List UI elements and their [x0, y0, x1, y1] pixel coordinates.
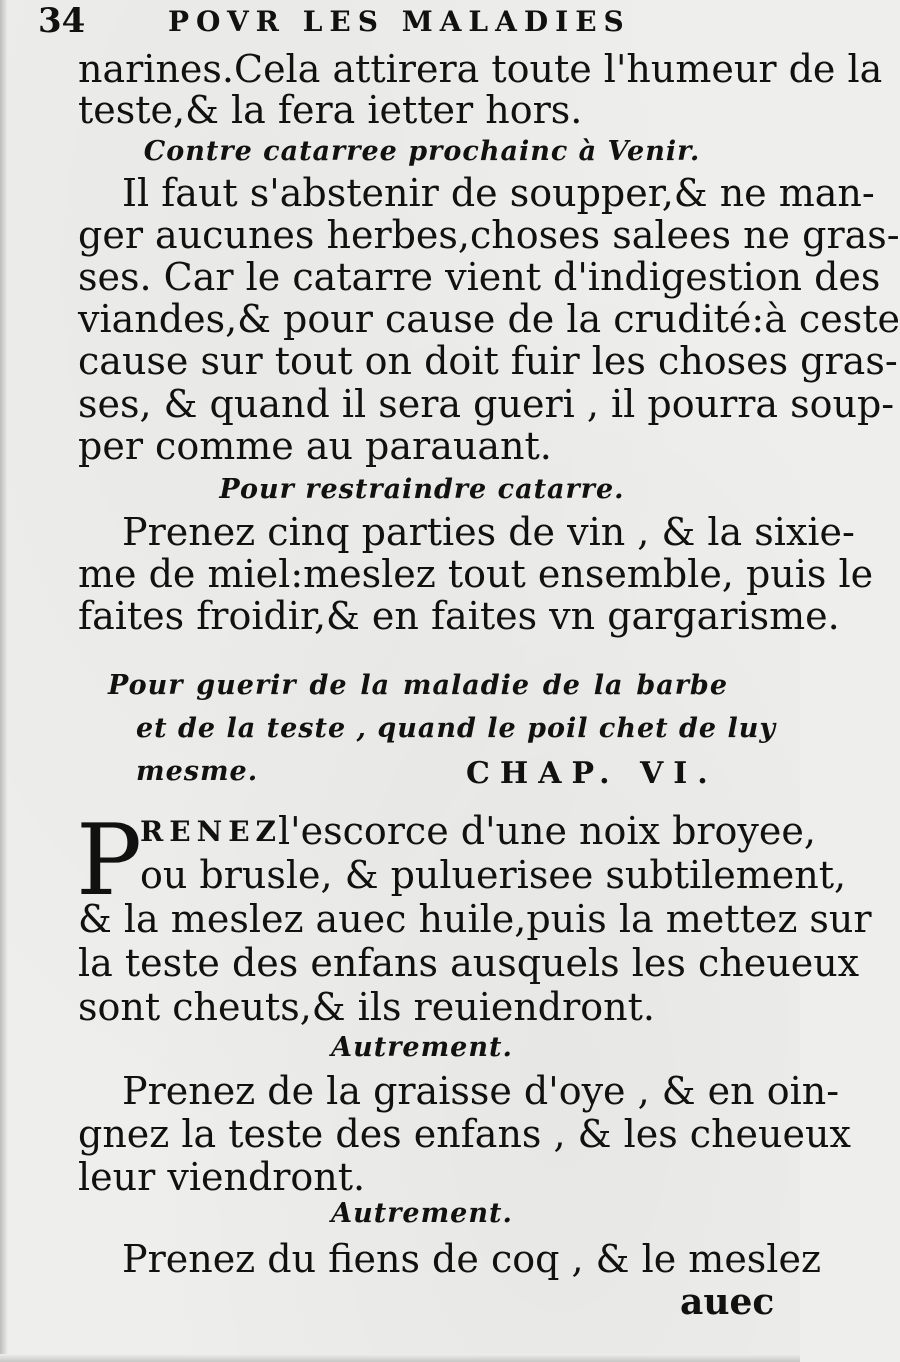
text-line: faites froidir,& en faites vn gargarisme. — [78, 594, 840, 638]
text-line: Prenez du fiens de coq , & le meslez — [122, 1237, 821, 1281]
chapter-heading-line: Pour guerir de la maladie de la barbe — [108, 670, 728, 701]
chapter-number: CHAP. VI. — [466, 756, 718, 791]
text-line: me de miel:meslez tout ensemble, puis le — [78, 552, 874, 596]
text-line: Prenez de la graisse d'oye , & en oin- — [122, 1069, 840, 1113]
page-bottom-edge — [0, 1354, 800, 1362]
text-line: Il faut s'abstenir de soupper,& ne man- — [122, 171, 875, 215]
text-line: sont cheuts,& ils reuiendront. — [78, 985, 655, 1029]
page-shadow-edge — [0, 0, 8, 1362]
rubric-heading: Autrement. — [331, 1032, 513, 1063]
text-line: cause sur tout on doit fuir les choses gras- — [78, 339, 898, 383]
rubric-heading: Autrement. — [331, 1198, 513, 1229]
text-line: ses, & quand il sera gueri , il pourra soup- — [78, 382, 895, 426]
text-line: ou brusle, & puluerisee subtilement, — [140, 853, 847, 897]
text-line: Prenez cinq parties de vin , & la sixie- — [122, 510, 855, 554]
page-number: 34 — [38, 1, 86, 41]
running-head-title: POVR LES MALADIES — [168, 5, 631, 38]
text-line: leur viendront. — [78, 1155, 366, 1199]
text-line: ger aucunes herbes,choses salees ne gras- — [78, 213, 900, 257]
text-line: narines.Cela attirera toute l'humeur de la — [78, 47, 883, 91]
text-line: teste,& la fera ietter hors. — [78, 88, 583, 132]
drop-cap: P — [76, 804, 142, 918]
rubric-heading: Pour restraindre catarre. — [219, 474, 625, 505]
catchword: auec — [680, 1281, 775, 1323]
text-line: ses. Car le catarre vient d'indigestion des — [78, 255, 881, 299]
chapter-heading-line: et de la teste , quand le poil chet de luy — [136, 713, 777, 744]
text-line: l'escorce d'une noix broyee, — [278, 809, 816, 853]
rubric-heading: Contre catarree prochainc à Venir. — [143, 136, 701, 167]
text-line: gnez la teste des enfans , & les cheueux — [78, 1112, 851, 1156]
chapter-heading-line: mesme. — [136, 756, 259, 787]
text-line: viandes,& pour cause de la crudité:à ceste — [78, 297, 900, 341]
text-line: & la meslez auec huile,puis la mettez sur — [78, 897, 872, 941]
text-line: la teste des enfans ausquels les cheueux — [78, 941, 860, 985]
opening-word: RENEZ — [140, 815, 282, 848]
text-line: per comme au parauant. — [78, 424, 552, 468]
